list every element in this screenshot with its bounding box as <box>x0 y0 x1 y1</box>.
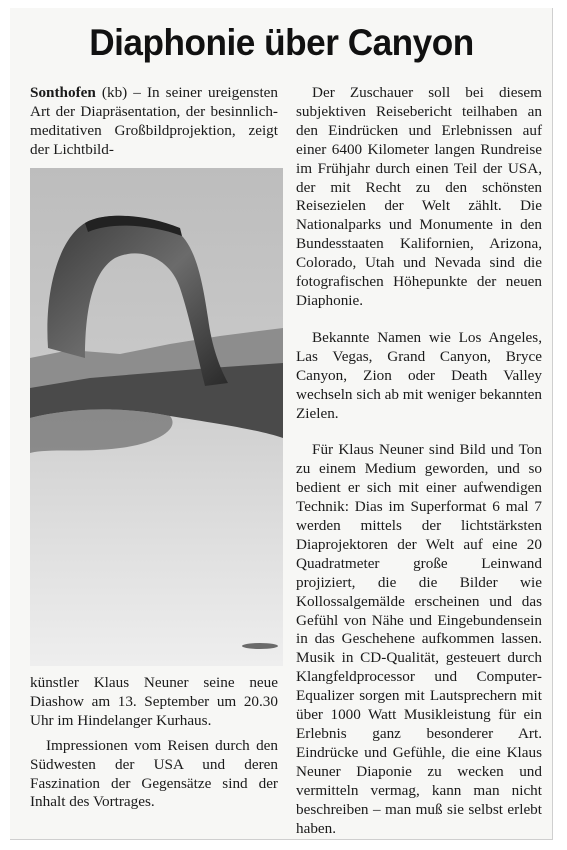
left-paragraph-2: Impressionen vom Reisen durch den Südwesten der USA und deren Faszination der Gegensätze sind der Inhalt des Vortrages. <box>30 736 278 811</box>
right-paragraph-1: Der Zuschauer soll bei diesem subjektiven Reisebericht teilhaben an den Eindrücken und Erlebnissen auf einer 6400 Kilometer langen Rundreise im Frühjahr durch einen Teil der USA, der mit Recht zu den schönsten Reisezielen der Welt zählt. Die Nationalparks und Monumente in den Bundesstaaten Kalifornien, Arizona, Colorado, Utah und Nevada sind die fotografischen Höhepunkte der neuen Diaphonie. <box>296 84 542 309</box>
left-paragraph-continued: künstler Klaus Neuner seine neue Diashow am 13. September um 20.30 Uhr im Hindelanger Kurhaus. <box>30 674 278 729</box>
right-paragraph-2: Bekannte Namen wie Los Angeles, Las Vegas, Grand Canyon, Bryce Canyon, Zion oder Death Valley wechseln sich ab mit weniger bekannten Zielen. <box>296 328 542 422</box>
dateline: Sonthofen <box>30 84 96 101</box>
headline: Diaphonie über Canyon <box>89 22 474 63</box>
agency-tag: (kb) <box>101 84 128 101</box>
newspaper-clipping <box>10 8 553 840</box>
lead-text: – In seiner ureigensten Art der Diapräsentation, der besinnlich-meditativen Großbildprojektion, zeigt der Lichtbild- <box>30 84 279 158</box>
left-column-top <box>30 84 278 160</box>
left-column-bottom <box>30 674 278 812</box>
right-column <box>296 84 542 838</box>
right-paragraph-3: Für Klaus Neuner sind Bild und Ton zu einem Medium geworden, und so bedient er sich mit einer aufwendigen Technik: Dias im Superformat 6 mal 7 werden mittels der lichtstärksten Diaprojektoren der Welt auf eine 20 Quadratmeter große Leinwand projiziert, die die Bilder wie Kollossalgemälde erscheinen und das Gefühl von Nähe und Eingebundensein in das Geschehene aufkommen lassen. Musik in CD-Qualität, gesteuert durch Klangfeldprocessor und Computer-Equalizer sorgen mit Lautsprechern mit über 1000 Watt Musikleistung für ein Erlebnis ganz besonderer Art. Eindrücke und Gefühle, die eine Klaus Neuner Diaponie zu wecken und vermitteln vermag, kann man nicht beschreiben – man muß sie selbst erlebt haben. <box>296 441 542 837</box>
lead-paragraph <box>30 84 278 160</box>
delicate-arch-photo <box>30 168 283 666</box>
article-photo <box>30 168 283 666</box>
